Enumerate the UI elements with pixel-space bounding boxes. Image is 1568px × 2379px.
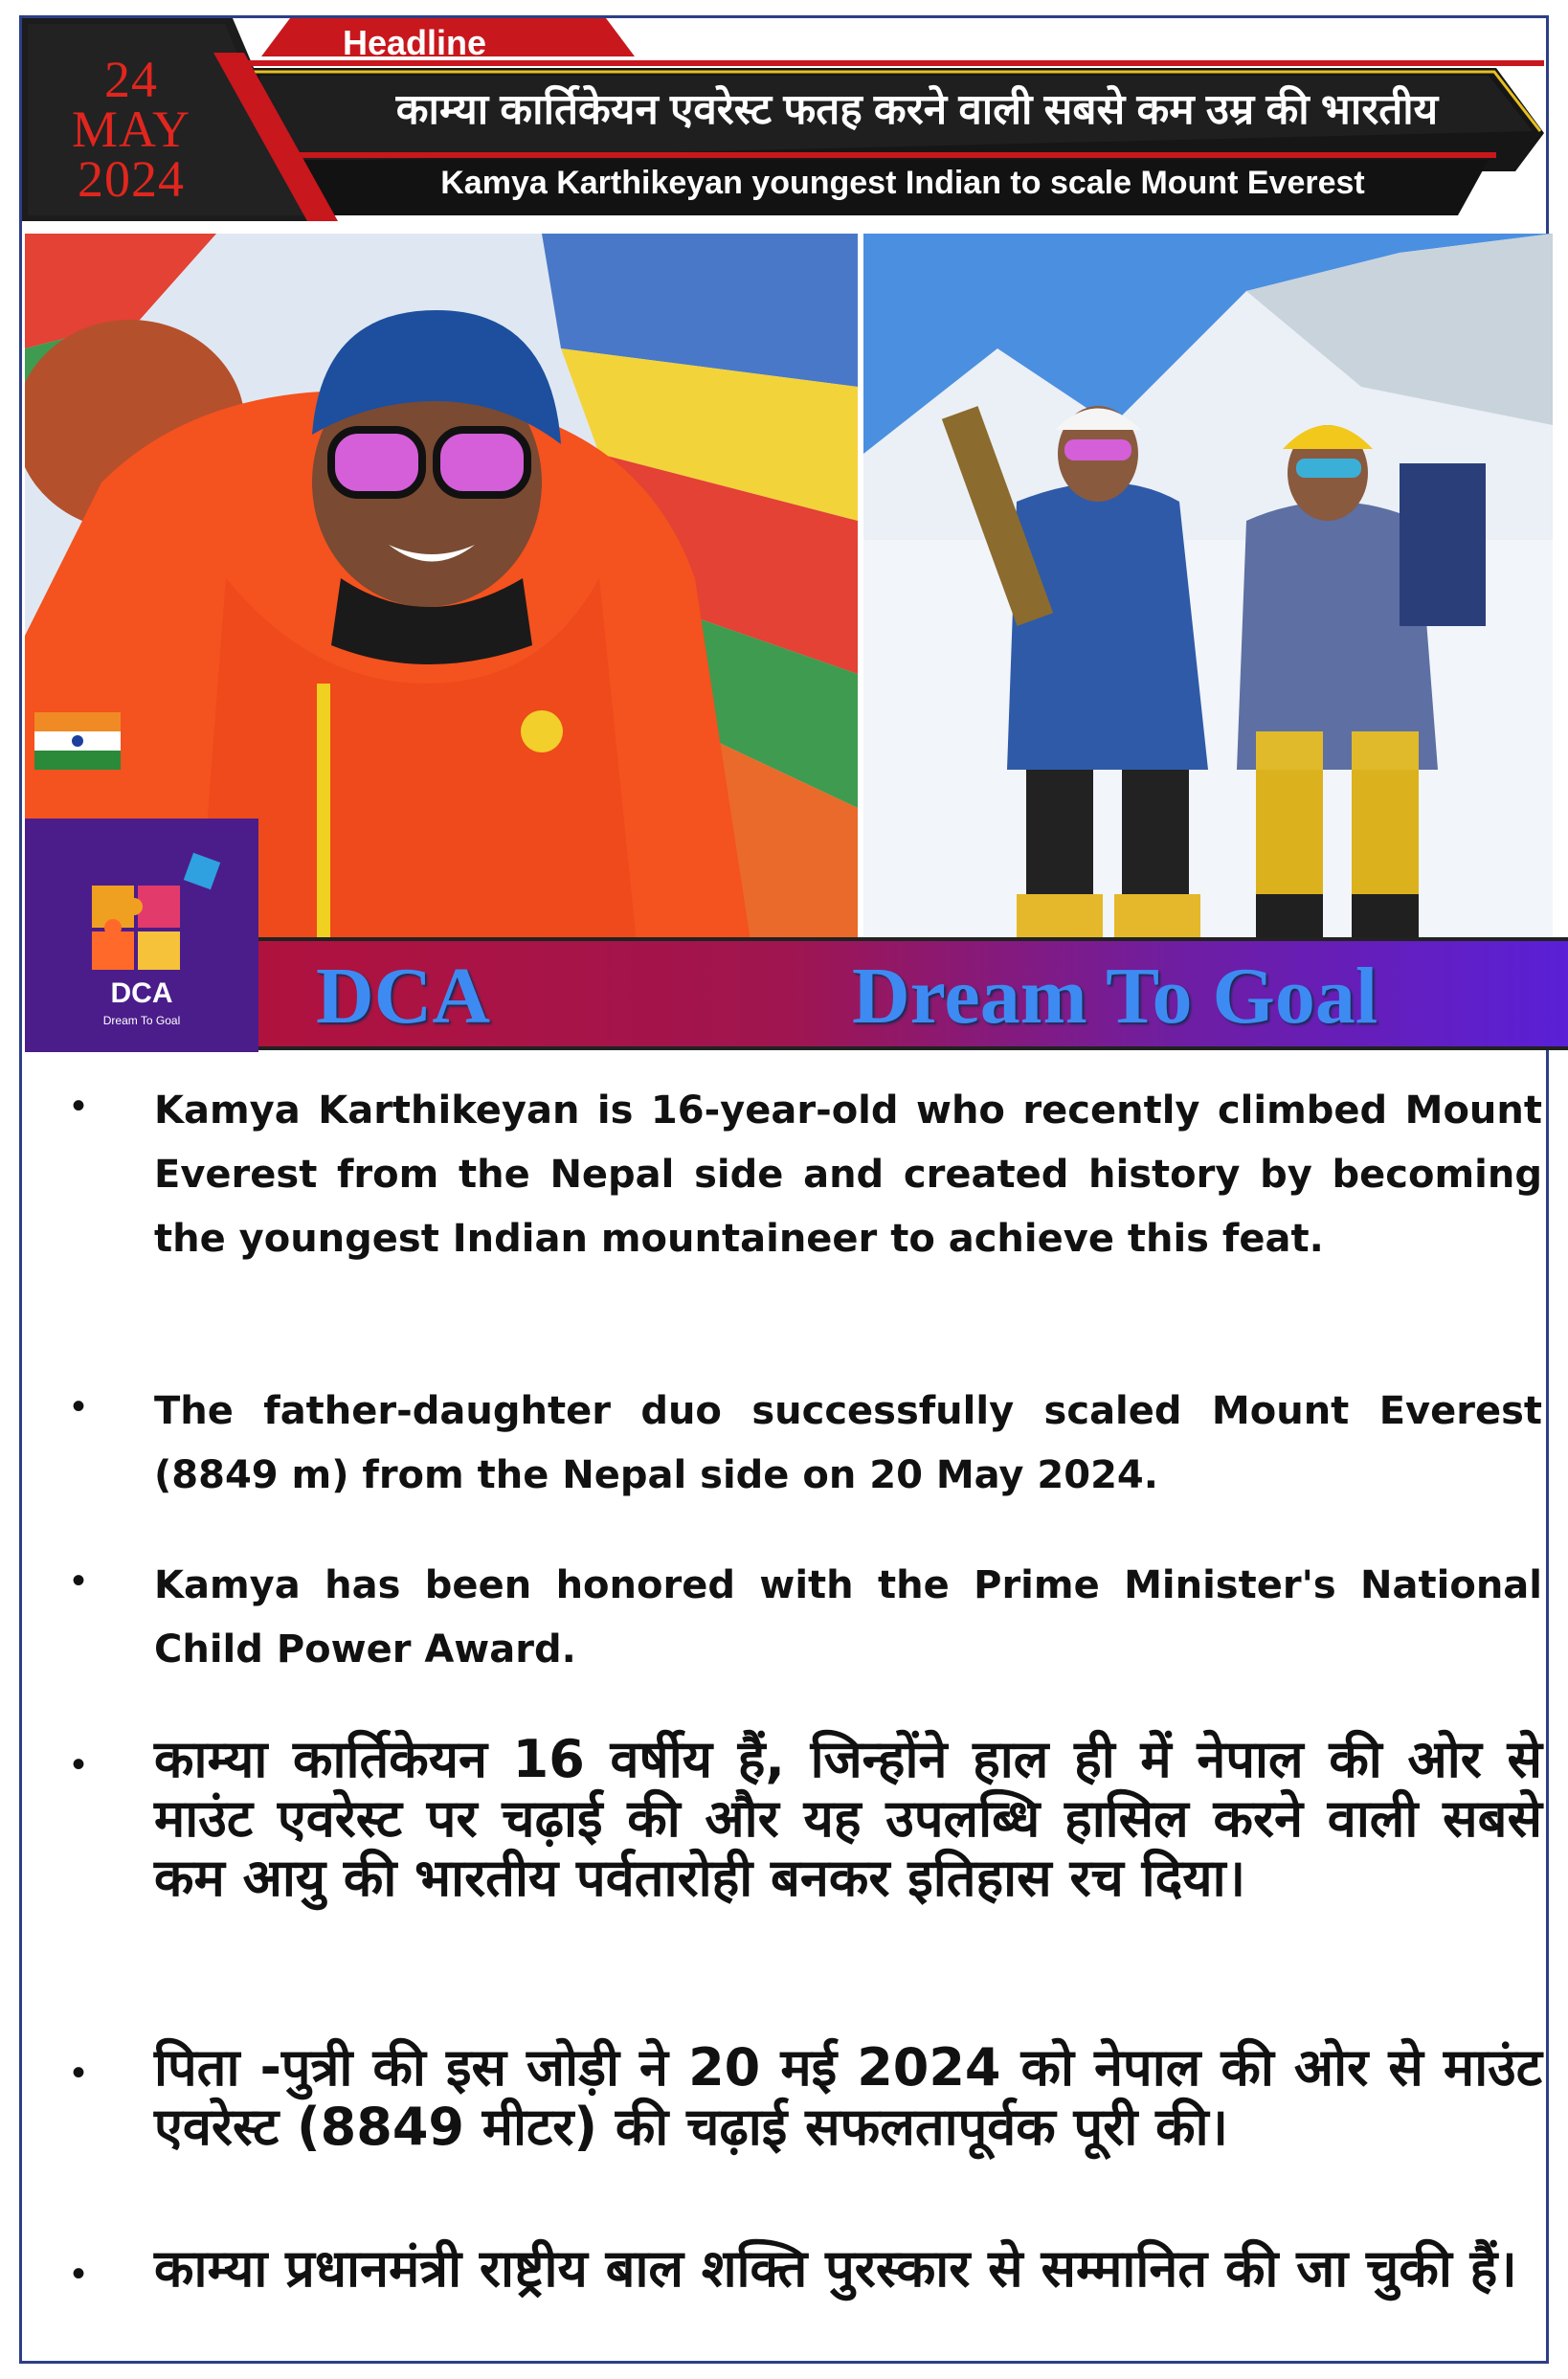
logo-tagline: Dream To Goal [102,1014,181,1027]
date-year: 2024 [78,150,185,208]
headline-header [22,18,1546,221]
logo-wordmark: DCA [110,977,173,1009]
bullet-dot: • [72,1085,86,1127]
bullet-text-hindi: काम्या प्रधानमंत्री राष्ट्रीय बाल शक्ति पुरस्कार से सम्मानित की जा चुकी हैं। [154,2238,1517,2299]
bullet-text-english: Kamya Karthikeyan is 16-year-old who recently climbed Mount Everest from the Nepal side and created history by becoming the youngest Indian mountaineer to achieve this feat. [154,1089,1542,1261]
bullet-dot: • [72,1560,86,1602]
bullet-dot: • [72,2052,86,2094]
bullet-text-hindi: काम्या कार्तिकेयन 16 वर्षीय हैं, जिन्होंने हाल ही में नेपाल की ओर से माउंट एवरेस्ट पर चढ़ाई की और यह उपलब्धि हासिल करने वाली सबसे कम आयु की भारतीय पर्वतारोही बनकर इतिहास रच दिया। [154,1729,1542,1908]
dca-banner [258,937,1568,1050]
bullet-dot: • [72,1743,86,1785]
page-frame [19,15,1549,2364]
date-day: 24 [104,51,158,108]
headline-hindi: काम्या कार्तिकेयन एवरेस्ट फतह करने वाली सबसे कम उम्र की भारतीय [395,86,1439,133]
headline-english: Kamya Karthikeyan youngest Indian to scale Mount Everest [440,165,1365,201]
dca-logo [25,819,258,1052]
bullet-text-english: The father-daughter duo successfully scaled Mount Everest (8849 m) from the Nepal side on 20 May 2024. [154,1389,1542,1497]
banner-slogan: Dream To Goal [852,952,1378,1041]
banner-dca-text: DCA [316,952,490,1041]
date-badge [35,51,227,208]
date-month: MAY [71,101,191,158]
duo-photo [863,234,1553,954]
bullet-dot: • [72,1385,86,1427]
bullet-text-english: Kamya has been honored with the Prime Minister's National Child Power Award. [154,1563,1542,1672]
bullet-dot: • [72,2253,86,2295]
bullet-text-hindi: पिता -पुत्री की इस जोड़ी ने 20 मई 2024 को नेपाल की ओर से माउंट एवरेस्ट (8849 मीटर) की चढ़ाई सफलतापूर्वक पूरी की। [154,2037,1542,2157]
headline-tag: Headline [343,23,487,62]
